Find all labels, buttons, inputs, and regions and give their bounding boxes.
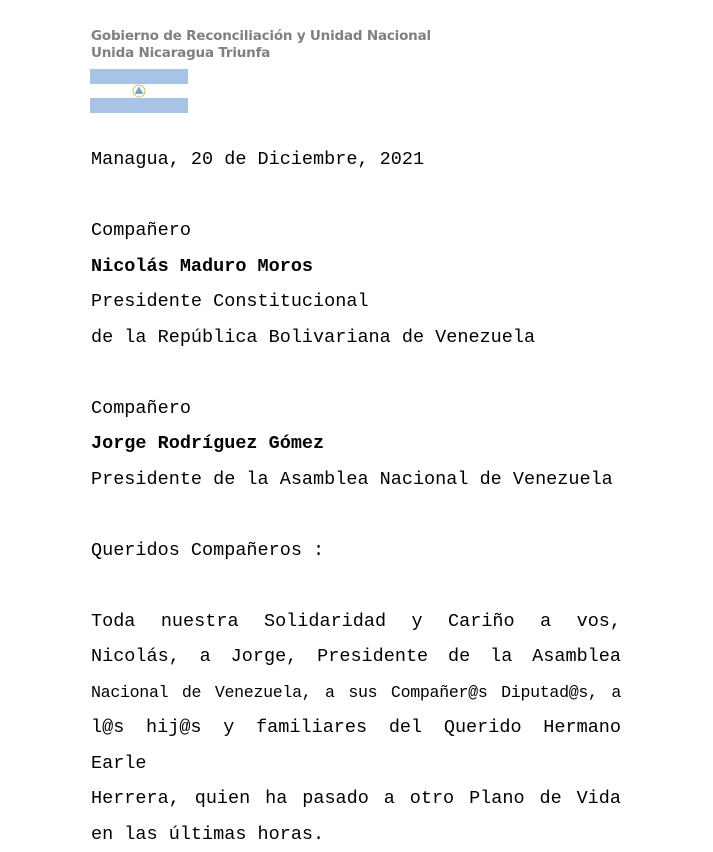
greeting: Queridos Compañeros :	[91, 533, 621, 569]
body-line: l@s hij@s y familiares del Querido Hermano Earle	[91, 710, 621, 781]
spacer	[91, 178, 621, 214]
recipient1-name: Nicolás Maduro Moros	[91, 249, 621, 285]
body-line: Nacional de Venezuela, a sus Compañer@s Diputad@s, a	[91, 675, 621, 711]
recipient2-name: Jorge Rodríguez Gómez	[91, 426, 621, 462]
flag-top-band	[90, 69, 188, 84]
recipient1-salutation: Compañero	[91, 213, 621, 249]
body-line: Toda nuestra Solidaridad y Cariño a vos,	[91, 604, 621, 640]
spacer	[91, 568, 621, 604]
letterhead-government-name: Gobierno de Reconciliación y Unidad Nacional	[91, 28, 431, 45]
body-line: Herrera, quien ha pasado a otro Plano de Vida	[91, 781, 621, 817]
recipient2-salutation: Compañero	[91, 391, 621, 427]
recipient2-title-line1: Presidente de la Asamblea Nacional de Venezuela	[91, 462, 621, 498]
recipient1-title-line2: de la República Bolivariana de Venezuela	[91, 320, 621, 356]
recipient1-title-line1: Presidente Constitucional	[91, 284, 621, 320]
letterhead-slogan: Unida Nicaragua Triunfa	[91, 45, 431, 62]
body-line: Nicolás, a Jorge, Presidente de la Asamblea	[91, 639, 621, 675]
letterhead	[91, 28, 431, 62]
flag-bottom-band	[90, 98, 188, 113]
body-line: en las últimas horas.	[91, 817, 621, 852]
nicaragua-flag-icon	[90, 69, 188, 113]
letter-date: Managua, 20 de Diciembre, 2021	[91, 142, 621, 178]
spacer	[91, 497, 621, 533]
nicaragua-coat-of-arms-icon	[132, 84, 146, 98]
spacer	[91, 355, 621, 391]
letter-body	[91, 142, 621, 852]
